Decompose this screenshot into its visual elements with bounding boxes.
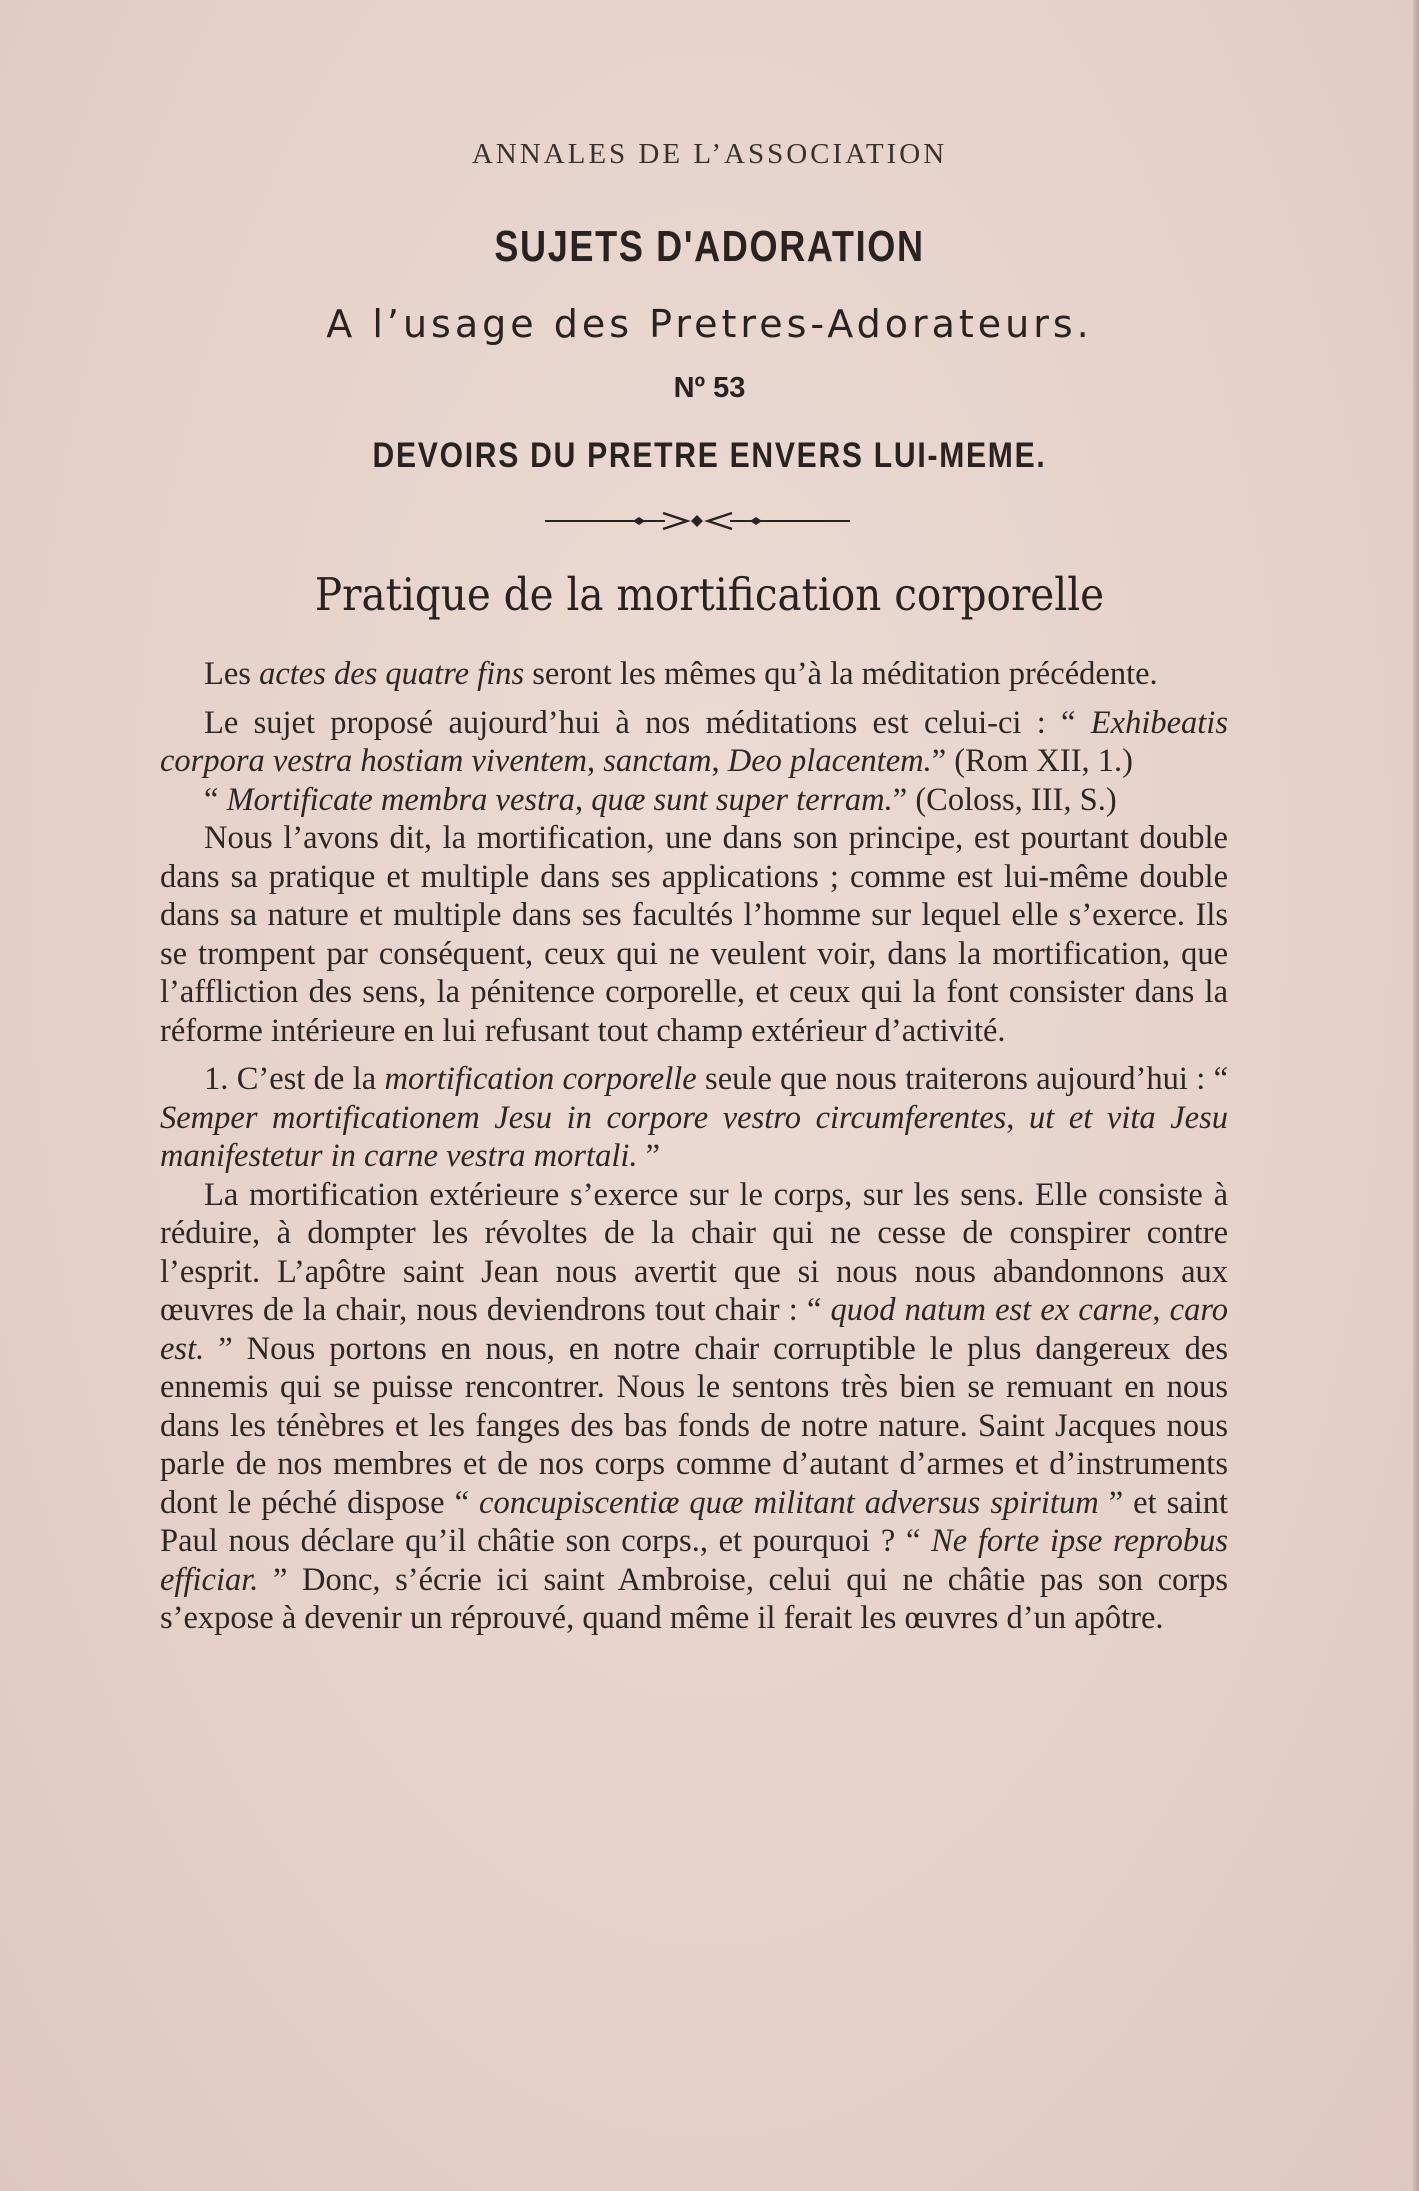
issue-number: Nº 53	[673, 372, 746, 404]
body-text	[160, 655, 1228, 1638]
section-heading: Pratique de la mortification corporelle	[314, 568, 1105, 621]
paragraph: “ Mortificate membra vestra, quæ sunt super terram.” (Coloss, III, S.)	[204, 781, 1117, 818]
ornament-divider-icon	[545, 506, 850, 536]
paragraph: La mortification extérieure s’exerce sur le corps, sur les sens. Elle consiste à réduire, à dompter les révoltes de la chair qui ne cesse de conspirer contre l’esprit. L’apôtre saint Jean nous avertit que si nous nous abandonnons aux œuvres de la chair, nous deviendrons tout chair : “ quod natum est ex carne, caro est. ” Nous portons en nous, en notre chair corruptible le plus dangereux des ennemis qui se puisse rencontrer. Nous le sentons très bien se remuant en nous dans les ténèbres et les fanges des bas fonds de notre nature. Saint Jacques nous parle de nos membres et de nos corps comme d’autant d’armes et d’instruments dont le péché dispose “ concupiscentiæ quæ militant adversus spiritum ” et saint Paul nous déclare qu’il châtie son corps., et pourquoi ? “ Ne forte ipse reprobus efficiar. ” Donc, s’écrie ici saint Ambroise, celui qui ne châtie pas son corps s’expose à devenir un réprouvé, quand même il ferait les œuvres d’un apôtre.	[160, 1176, 1229, 1636]
page-title: SUJETS D'ADORATION	[494, 222, 925, 271]
running-head: ANNALES DE L’ASSOCIATION	[471, 138, 948, 170]
subtitle: A l’usage des Pretres-Adorateurs.	[326, 302, 1093, 346]
paragraph: Les actes des quatre fins seront les mêmes qu’à la méditation précédente.	[204, 656, 1158, 692]
section-title: DEVOIRS DU PRETRE ENVERS LUI-MEME.	[372, 436, 1047, 475]
paragraph: Le sujet proposé aujourd’hui à nos méditations est celui-ci : “ Exhibeatis corpora vestra hostiam viventem, sanctam, Deo placentem.” (Rom XII, 1.)	[160, 704, 1228, 779]
paragraph: 1. C’est de la mortification corporelle seule que nous traiterons aujourd’hui : “ Semper mortificationem Jesu in corpore vestro circumferentes, ut et vita Jesu manifestetur in carne vestra mortali. ”	[160, 1061, 1228, 1174]
paragraph: Nous l’avons dit, la mortification, une dans son principe, est pourtant double dans sa pratique et multiple dans ses applications ; comme est lui-même double dans sa nature et multiple dans ses facultés l’homme sur lequel elle s’exerce. Ils se trompent par conséquent, ceux qui ne veulent voir, dans la mortification, que l’affliction des sens, la pénitence corporelle, et ceux qui la font consister dans la réforme intérieure en lui refusant tout champ extérieur d’activité.	[160, 820, 1228, 1049]
